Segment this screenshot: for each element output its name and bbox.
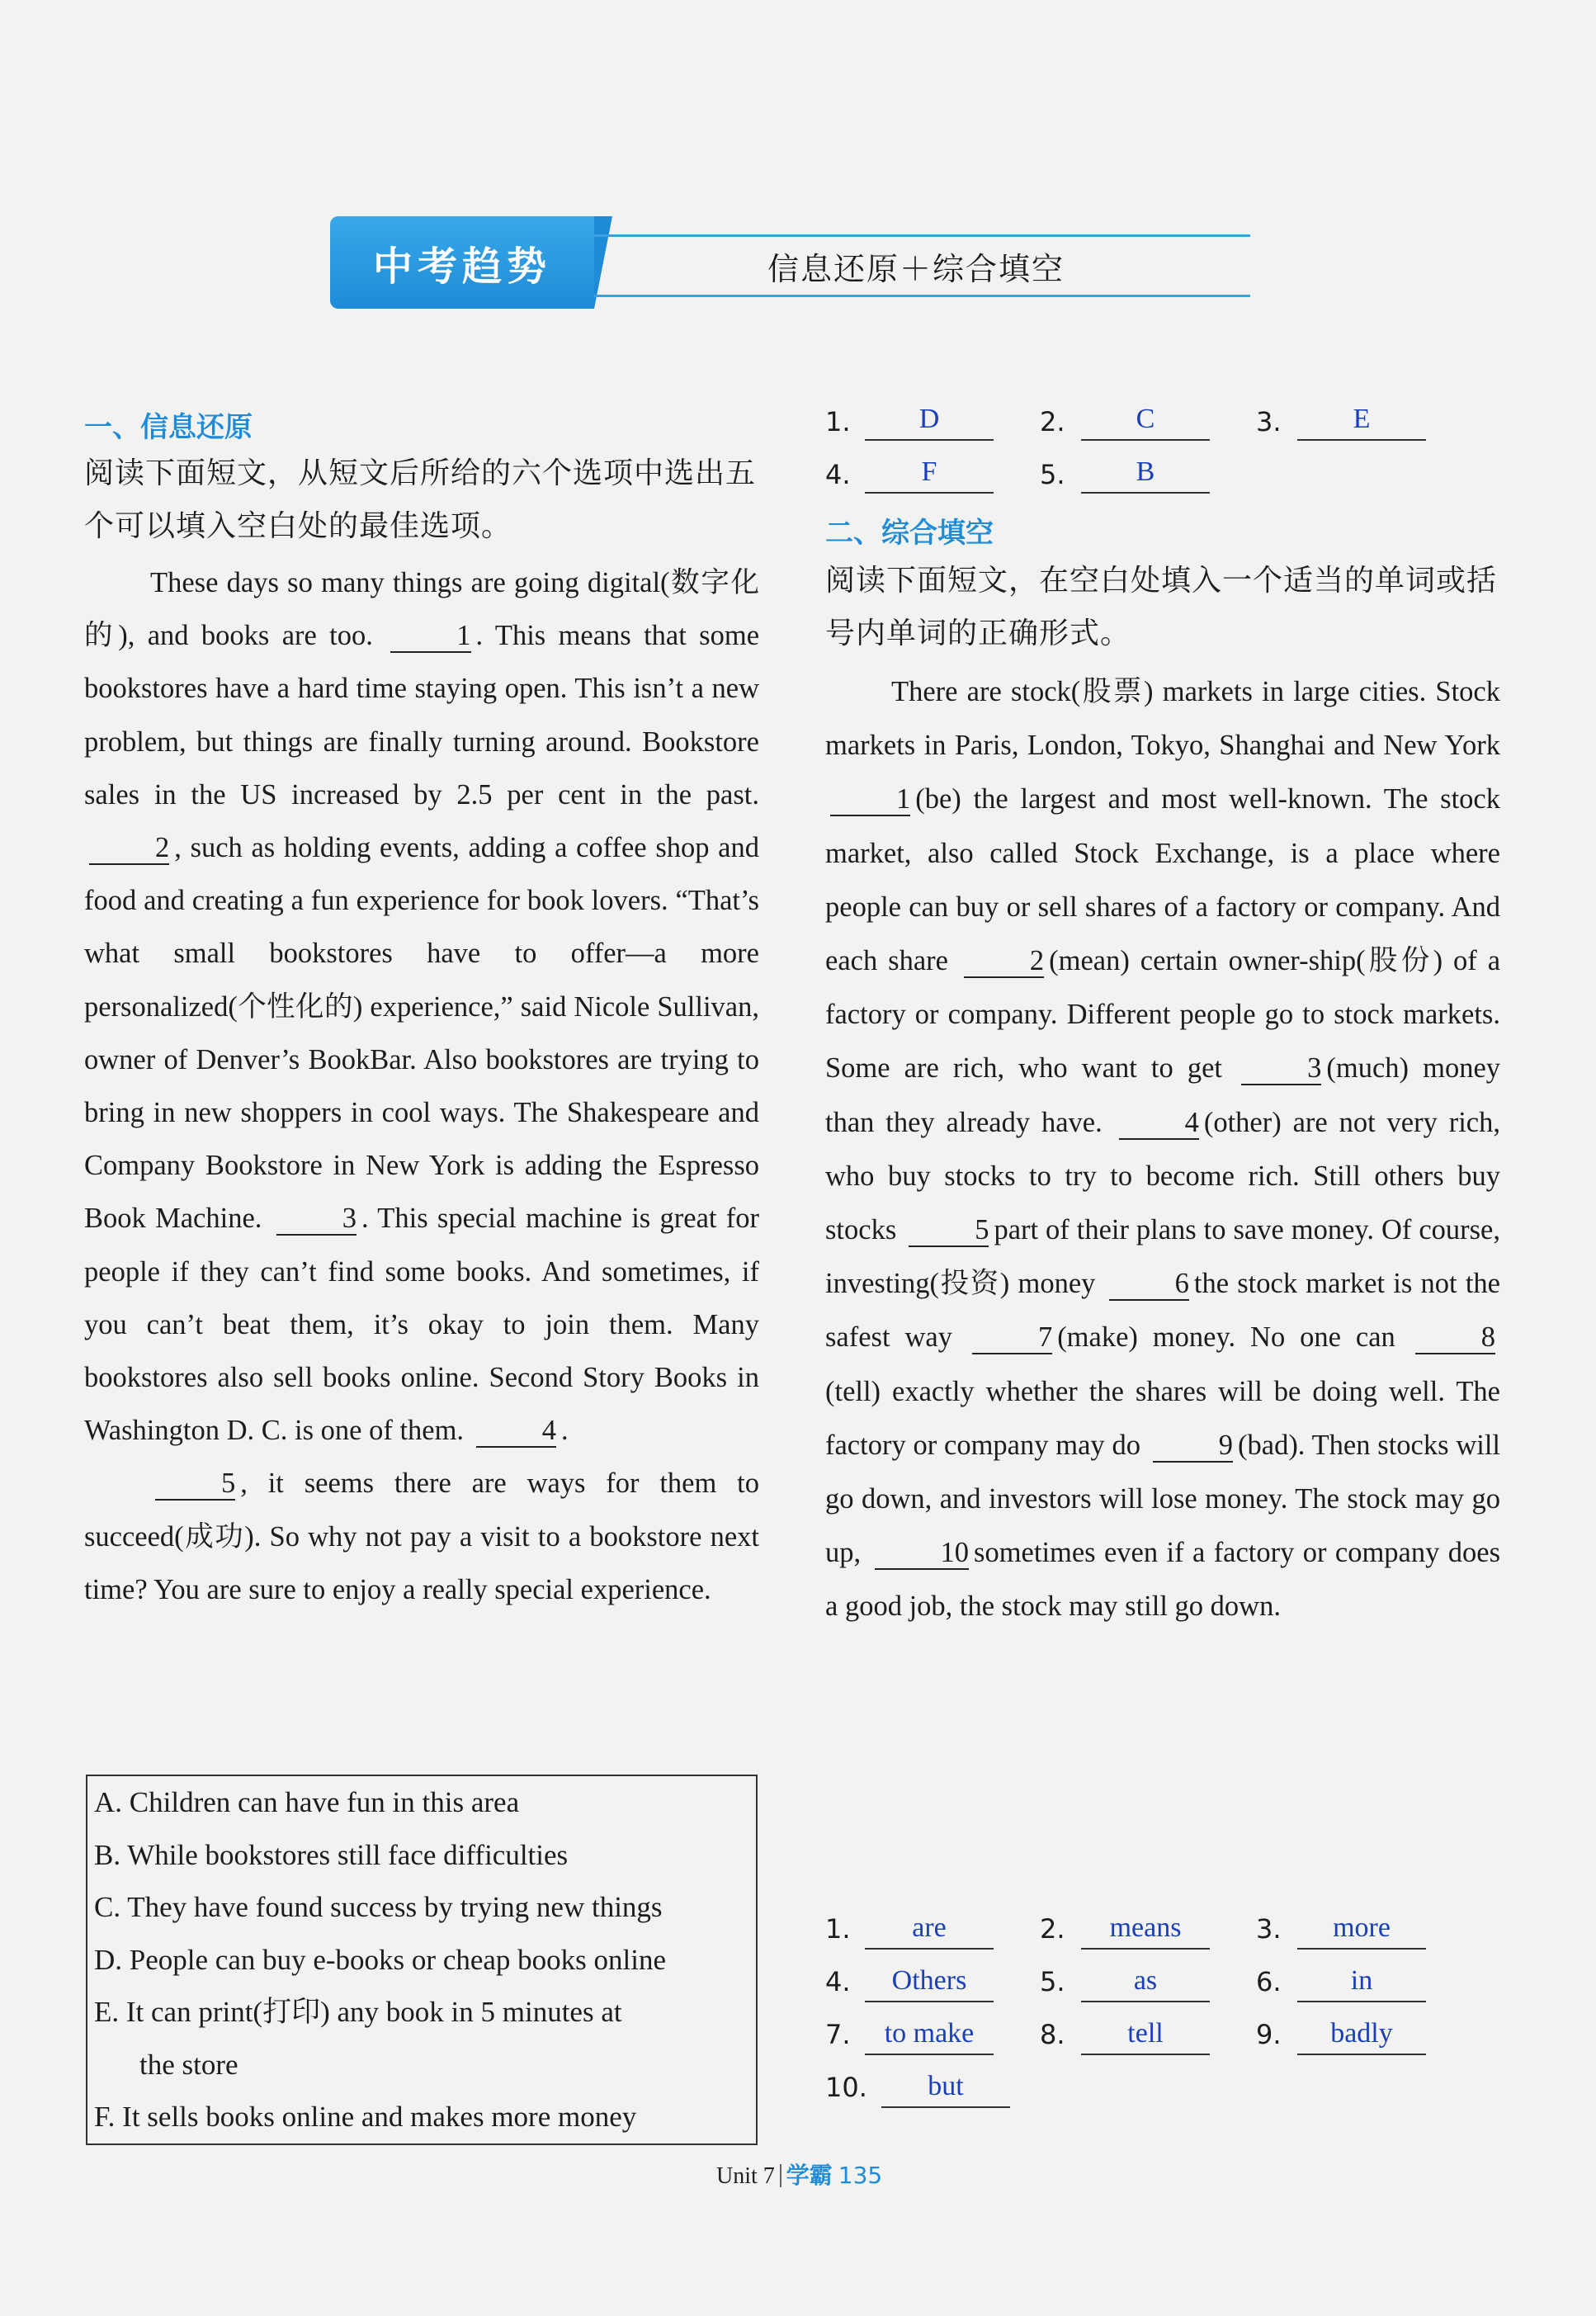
option-b: B. While bookstores still face difficulties bbox=[94, 1838, 569, 1871]
section1-title: 一、信息还原 bbox=[84, 411, 253, 444]
answer-num: 5. bbox=[1040, 459, 1065, 490]
answer-num: 3. bbox=[1256, 406, 1282, 437]
banner-badge: 中考趋势 bbox=[330, 216, 594, 309]
blank-4[interactable]: 4 bbox=[1119, 1107, 1199, 1140]
answer-value: D bbox=[865, 403, 994, 441]
option-e-cont: the store bbox=[139, 2048, 238, 2081]
blank-7[interactable]: 7 bbox=[972, 1321, 1052, 1354]
banner-rule-bottom bbox=[594, 295, 1250, 297]
answer-value: means bbox=[1081, 1912, 1210, 1950]
passage-text: (be) the largest and most well-known. The stock market, also called Stock Exchange, is a place where people can buy or sell shares of a factory or company. And each share bbox=[825, 783, 1500, 977]
answer-value: as bbox=[1081, 1964, 1210, 2002]
passage-text: . This means that some bookstores have a hard time staying open. This isn’t a new problem, but things are finally turning around. Bookstore sales in the US increased by 2.5 per cent in the past. bbox=[84, 620, 760, 811]
header-banner bbox=[330, 216, 1250, 315]
answer-num: 5. bbox=[1040, 1966, 1065, 1997]
banner-rule-top bbox=[594, 234, 1250, 237]
passage-text: part of their plans to save money. Of course, investing(投资) money bbox=[825, 1214, 1500, 1300]
passage-text: These days so many things are going digital(数字化的), and books are too. bbox=[84, 567, 759, 652]
option-e: E. It can print(打印) any book in 5 minutes at bbox=[94, 1996, 622, 2028]
blank-1[interactable]: 1 bbox=[830, 783, 910, 816]
answer-num: 1. bbox=[825, 406, 851, 437]
answer-value: B bbox=[1081, 456, 1210, 494]
footer-unit: Unit 7 bbox=[716, 2163, 775, 2189]
section2-title: 二、综合填空 bbox=[825, 517, 994, 550]
passage-text: (make) money. No one can bbox=[1057, 1321, 1395, 1354]
banner-subtitle: 信息还原＋综合填空 bbox=[767, 251, 1065, 287]
option-d: D. People can buy e-books or cheap books online bbox=[94, 1943, 667, 1976]
blank-3[interactable]: 3 bbox=[276, 1203, 357, 1236]
answer-num: 2. bbox=[1040, 1913, 1065, 1945]
page-number: 135 bbox=[838, 2162, 883, 2189]
answer-num: 4. bbox=[825, 459, 851, 490]
option-f: F. It sells books online and makes more money bbox=[94, 2101, 637, 2133]
blank-5[interactable]: 5 bbox=[909, 1214, 989, 1247]
answer-value: C bbox=[1081, 403, 1210, 441]
answer-num: 10. bbox=[825, 2072, 867, 2103]
answer-num: 4. bbox=[825, 1966, 851, 1997]
footer-separator bbox=[780, 2164, 781, 2187]
blank-8[interactable]: 8 bbox=[1415, 1321, 1495, 1354]
passage-text: (other) are not very rich, who buy stocks to try to become rich. Still others buy stocks bbox=[825, 1106, 1500, 1246]
answer-num: 6. bbox=[1256, 1966, 1282, 1997]
passage-text: There are stock(股票) markets in large cities. Stock markets in Paris, London, Tokyo, Shanghai and New York bbox=[825, 676, 1500, 762]
answer-num: 3. bbox=[1256, 1913, 1282, 1945]
section1-passage bbox=[84, 556, 759, 1616]
passage-text: (much) money than they already have. bbox=[825, 1052, 1501, 1138]
blank-9[interactable]: 9 bbox=[1153, 1430, 1233, 1463]
blank-1[interactable]: 1 bbox=[390, 620, 470, 653]
blank-2[interactable]: 2 bbox=[964, 945, 1044, 978]
answer-value: are bbox=[865, 1912, 994, 1950]
option-c: C. They have found success by trying new things bbox=[94, 1891, 663, 1923]
blank-4[interactable]: 4 bbox=[476, 1415, 556, 1448]
blank-10[interactable]: 10 bbox=[875, 1537, 970, 1570]
passage-text: sometimes even if a factory or company does a good job, the stock may still go down. bbox=[825, 1537, 1500, 1623]
blank-3[interactable]: 3 bbox=[1241, 1052, 1321, 1085]
passage-text: (bad). Then stocks will go down, and investors will lose money. The stock may go up, bbox=[825, 1429, 1500, 1569]
blank-6[interactable]: 6 bbox=[1109, 1268, 1189, 1301]
answer-value: in bbox=[1297, 1964, 1426, 2002]
answer-value: F bbox=[865, 456, 994, 494]
passage-text: . bbox=[560, 1415, 569, 1447]
answer-num: 9. bbox=[1256, 2019, 1282, 2050]
answer-value: tell bbox=[1081, 2017, 1210, 2055]
answer-num: 1. bbox=[825, 1913, 851, 1945]
answer-num: 8. bbox=[1040, 2019, 1065, 2050]
passage-text: the stock market is not the safest way bbox=[825, 1268, 1500, 1354]
section2-passage bbox=[825, 665, 1500, 1634]
passage-text: (tell) exactly whether the shares will be doing well. The factory or company may do bbox=[825, 1375, 1500, 1461]
blank-2[interactable]: 2 bbox=[89, 832, 169, 865]
answer-num: 7. bbox=[825, 2019, 851, 2050]
passage-text: , it seems there are ways for them to succeed(成功). So why not pay a visit to a bookstore next time? You are sure to enjoy a really special experience. bbox=[84, 1468, 759, 1605]
section1-instruction: 阅读下面短文，从短文后所给的六个选项中选出五个可以填入空白处的最佳选项。 bbox=[84, 456, 757, 543]
answer-value: but bbox=[881, 2070, 1010, 2108]
passage-text: , such as holding events, adding a coffee shop and food and creating a fun experience for book lovers. “That’s what small bookstores have to offer—a more personalized(个性化的) experience,” said Nicole Sullivan, owner of Denver’s BookBar. Also bookstores are trying to bring in new shoppers in cool ways. The Shakespeare and Company Bookstore in New York is adding the Espresso Book Machine. bbox=[84, 832, 759, 1235]
options-box bbox=[86, 1775, 758, 2145]
blank-5[interactable]: 5 bbox=[155, 1468, 235, 1501]
section2-instruction: 阅读下面短文，在空白处填入一个适当的单词或括号内单词的正确形式。 bbox=[825, 564, 1498, 650]
answer-value: to make bbox=[865, 2017, 994, 2055]
option-a: A. Children can have fun in this area bbox=[94, 1786, 520, 1818]
page-footer bbox=[716, 2158, 882, 2191]
answer-value: badly bbox=[1297, 2017, 1426, 2055]
answer-num: 2. bbox=[1040, 406, 1065, 437]
answer-value: E bbox=[1297, 403, 1426, 441]
passage-text: (mean) certain owner-ship(股份) of a factory or company. Different people go to stock markets. Some are rich, who want to get bbox=[825, 945, 1501, 1085]
answer-value: Others bbox=[865, 1964, 994, 2002]
passage-text: . This special machine is great for people if they can’t find some books. And sometimes, if you can’t beat them, it’s okay to join them. Many bookstores also sell books online. Second Story Books in Washington D. C. is one of them. bbox=[84, 1203, 760, 1447]
footer-brand: 学霸 bbox=[786, 2162, 833, 2189]
answer-value: more bbox=[1297, 1912, 1426, 1950]
